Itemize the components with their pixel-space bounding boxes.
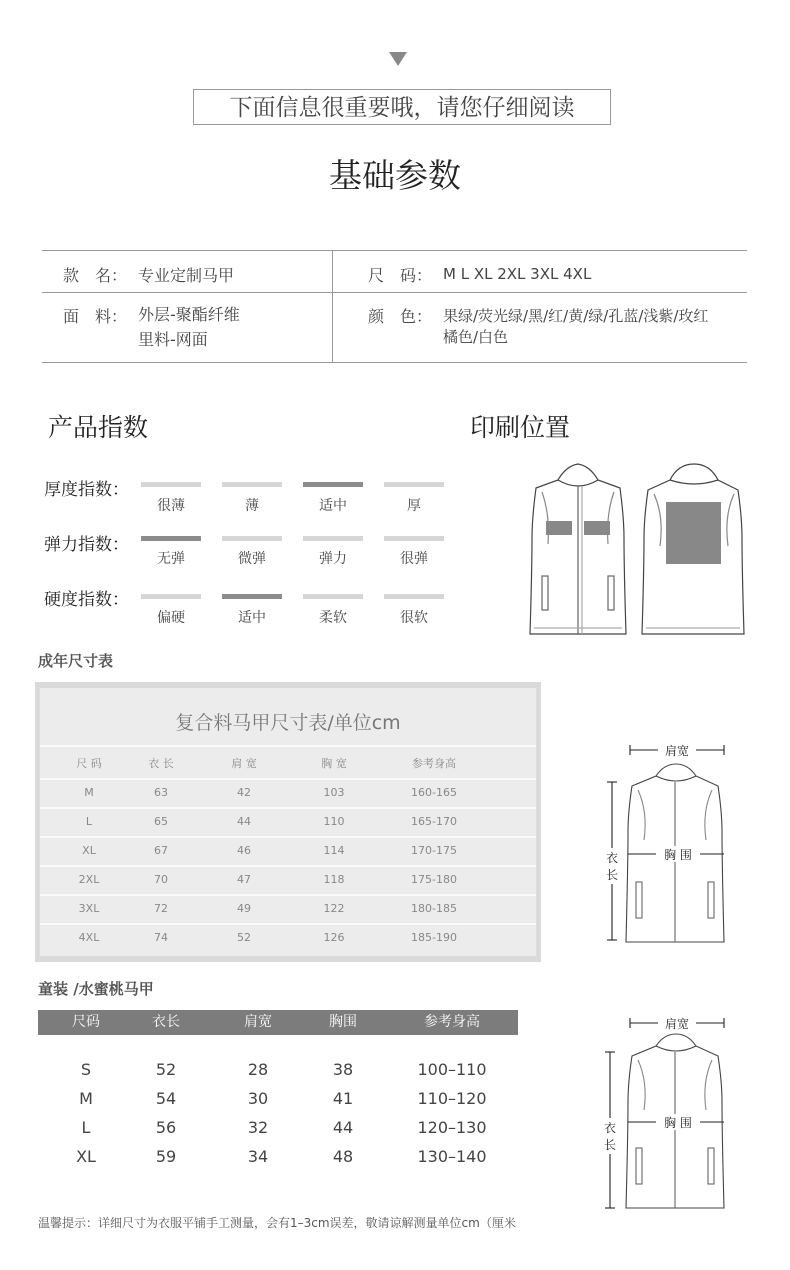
table-row: [40, 837, 536, 865]
chest-cell: 122: [323, 902, 345, 915]
vest-front-illustration: [530, 464, 626, 634]
height-cell: 130–140: [417, 1147, 487, 1166]
chest-cell: 44: [332, 1118, 354, 1137]
product-index-title: 产品指数: [48, 413, 149, 442]
chest-cell: 48: [332, 1147, 354, 1166]
fabric-label: 面 料：: [63, 307, 128, 326]
thickness-option: 厚: [407, 498, 421, 514]
hardness-label: 硬度指数：: [44, 590, 129, 610]
hardness-option: 柔软: [319, 610, 347, 626]
shoulder-cell: 34: [247, 1147, 269, 1166]
shoulder-cell: 52: [237, 931, 251, 944]
size-cell: L: [81, 1118, 91, 1137]
elasticity-option: 弹力: [319, 551, 347, 567]
size-cell: L: [85, 815, 93, 828]
size-cell: 3XL: [78, 902, 100, 915]
shoulder-width-label: 肩宽: [664, 1017, 690, 1031]
size-cell: 2XL: [78, 873, 100, 886]
size-cell: M: [84, 786, 94, 799]
elasticity-bar-4: [384, 536, 444, 541]
size-cell: 4XL: [78, 931, 100, 944]
style-label: 款 名：: [63, 266, 128, 285]
print-position-illustration: [520, 458, 760, 643]
length-cell: 52: [155, 1060, 177, 1079]
shoulder-width-label: 肩宽: [664, 744, 690, 758]
elasticity-option: 微弹: [238, 551, 266, 567]
table-row: [38, 1142, 518, 1171]
table-row: [40, 866, 536, 894]
hardness-option: 适中: [238, 610, 266, 626]
header-cell: 尺 码: [76, 757, 102, 770]
height-cell: 175-180: [411, 873, 457, 886]
header-cell: 胸围: [329, 1014, 357, 1030]
divider: [42, 250, 747, 251]
fabric-line-1: 外层-聚酯纤维: [138, 305, 240, 324]
chest-cell: 114: [323, 844, 345, 857]
adult-table-title: 复合料马甲尺寸表/单位cm: [175, 712, 401, 734]
chest-cell: 118: [323, 873, 345, 886]
table-row: [38, 1055, 518, 1084]
table-row: [40, 808, 536, 836]
chest-cell: 103: [323, 786, 345, 799]
header-cell: 参考身高: [412, 757, 456, 770]
shoulder-cell: 47: [237, 873, 251, 886]
thickness-bar-4: [384, 482, 444, 487]
divider: [40, 745, 536, 747]
color-label: 颜 色：: [368, 307, 433, 326]
height-cell: 120–130: [417, 1118, 487, 1137]
page-title: 基础参数: [329, 156, 461, 195]
size-cell: M: [79, 1089, 93, 1108]
height-cell: 185-190: [411, 931, 457, 944]
length-cell: 59: [155, 1147, 177, 1166]
elasticity-bar-2: [222, 536, 282, 541]
length-cell: 63: [154, 786, 168, 799]
length-label-2: 长: [605, 868, 619, 882]
length-cell: 54: [155, 1089, 177, 1108]
thickness-bar-1: [141, 482, 201, 487]
thickness-bar-3: [303, 482, 363, 487]
adult-measure-diagram: [598, 742, 738, 947]
header-cell: 参考身高: [424, 1014, 480, 1030]
thickness-bar-2: [222, 482, 282, 487]
length-cell: 65: [154, 815, 168, 828]
hardness-bar-3: [303, 594, 363, 599]
chest-cell: 38: [332, 1060, 354, 1079]
chest-cell: 41: [332, 1089, 354, 1108]
size-cell: S: [80, 1060, 92, 1079]
length-label-1: 衣: [605, 851, 619, 865]
header-cell: 胸 宽: [321, 757, 347, 770]
print-area-back: [666, 502, 721, 564]
length-cell: 70: [154, 873, 168, 886]
notice-banner: 下面信息很重要哦，请您仔细阅读: [193, 89, 611, 125]
chest-cell: 126: [323, 931, 345, 944]
divider: [42, 292, 747, 293]
color-line-1: 果绿/荧光绿/黑/红/黄/绿/孔蓝/浅紫/玫红: [443, 307, 709, 325]
fabric-line-2: 里料-网面: [138, 330, 208, 349]
thickness-option: 适中: [319, 498, 347, 514]
chest-cell: 110: [323, 815, 345, 828]
color-line-2: 橘色/白色: [443, 328, 509, 346]
shoulder-cell: 32: [247, 1118, 269, 1137]
kids-section-title: 童装 /水蜜桃马甲: [38, 980, 154, 998]
height-cell: 170-175: [411, 844, 457, 857]
hardness-option: 很软: [400, 610, 428, 626]
print-area-left-chest: [546, 521, 572, 535]
hardness-bar-2: [222, 594, 282, 599]
table-row: [38, 1113, 518, 1142]
elasticity-option: 无弹: [157, 551, 185, 567]
elasticity-bar-1: [141, 536, 201, 541]
header-cell: 衣 长: [148, 757, 174, 770]
kids-table-header: [38, 1010, 518, 1035]
height-cell: 160-165: [411, 786, 457, 799]
length-cell: 72: [154, 902, 168, 915]
length-cell: 67: [154, 844, 168, 857]
print-area-right-chest: [584, 521, 610, 535]
table-row: [40, 779, 536, 807]
footer-note: 温馨提示：详细尺寸为衣服平铺手工测量，会有1–3cm误差，敬请谅解测量单位cm（厘米: [38, 1216, 516, 1230]
table-row: [40, 895, 536, 923]
shoulder-cell: 44: [237, 815, 251, 828]
print-position-title: 印刷位置: [470, 413, 571, 442]
size-label: 尺 码：: [368, 266, 433, 285]
chest-label: 胸 围: [664, 848, 692, 862]
chest-label: 胸 围: [664, 1116, 692, 1130]
height-cell: 100–110: [417, 1060, 487, 1079]
divider: [332, 250, 333, 362]
height-cell: 110–120: [417, 1089, 487, 1108]
header-cell: 肩 宽: [231, 757, 257, 770]
size-cell: XL: [82, 844, 96, 857]
length-label-2: 长: [603, 1138, 617, 1152]
length-label-1: 衣: [603, 1121, 617, 1135]
shoulder-cell: 28: [247, 1060, 269, 1079]
size-value: M L XL 2XL 3XL 4XL: [443, 265, 592, 283]
hardness-bar-1: [141, 594, 201, 599]
thickness-option: 很薄: [157, 498, 185, 514]
divider: [42, 362, 747, 363]
length-cell: 74: [154, 931, 168, 944]
shoulder-cell: 49: [237, 902, 251, 915]
elasticity-bar-3: [303, 536, 363, 541]
elasticity-option: 很弹: [400, 551, 428, 567]
shoulder-cell: 42: [237, 786, 251, 799]
hardness-option: 偏硬: [157, 610, 185, 626]
header-cell: 衣长: [152, 1014, 180, 1030]
hardness-bar-4: [384, 594, 444, 599]
size-cell: XL: [76, 1147, 96, 1166]
thickness-option: 薄: [245, 498, 259, 514]
header-cell: 肩宽: [244, 1014, 272, 1030]
shoulder-cell: 46: [237, 844, 251, 857]
shoulder-cell: 30: [247, 1089, 269, 1108]
thickness-label: 厚度指数：: [44, 480, 129, 500]
elasticity-label: 弹力指数：: [44, 535, 129, 555]
table-row: [38, 1084, 518, 1113]
adult-table-header: [40, 750, 536, 778]
height-cell: 165-170: [411, 815, 457, 828]
height-cell: 180-185: [411, 902, 457, 915]
table-row: [40, 924, 536, 952]
down-arrow-icon: [389, 52, 407, 66]
length-cell: 56: [155, 1118, 177, 1137]
header-cell: 尺码: [72, 1014, 100, 1030]
kids-measure-diagram: [598, 1012, 738, 1212]
style-value: 专业定制马甲: [138, 266, 235, 285]
adult-section-title: 成年尺寸表: [38, 652, 114, 670]
